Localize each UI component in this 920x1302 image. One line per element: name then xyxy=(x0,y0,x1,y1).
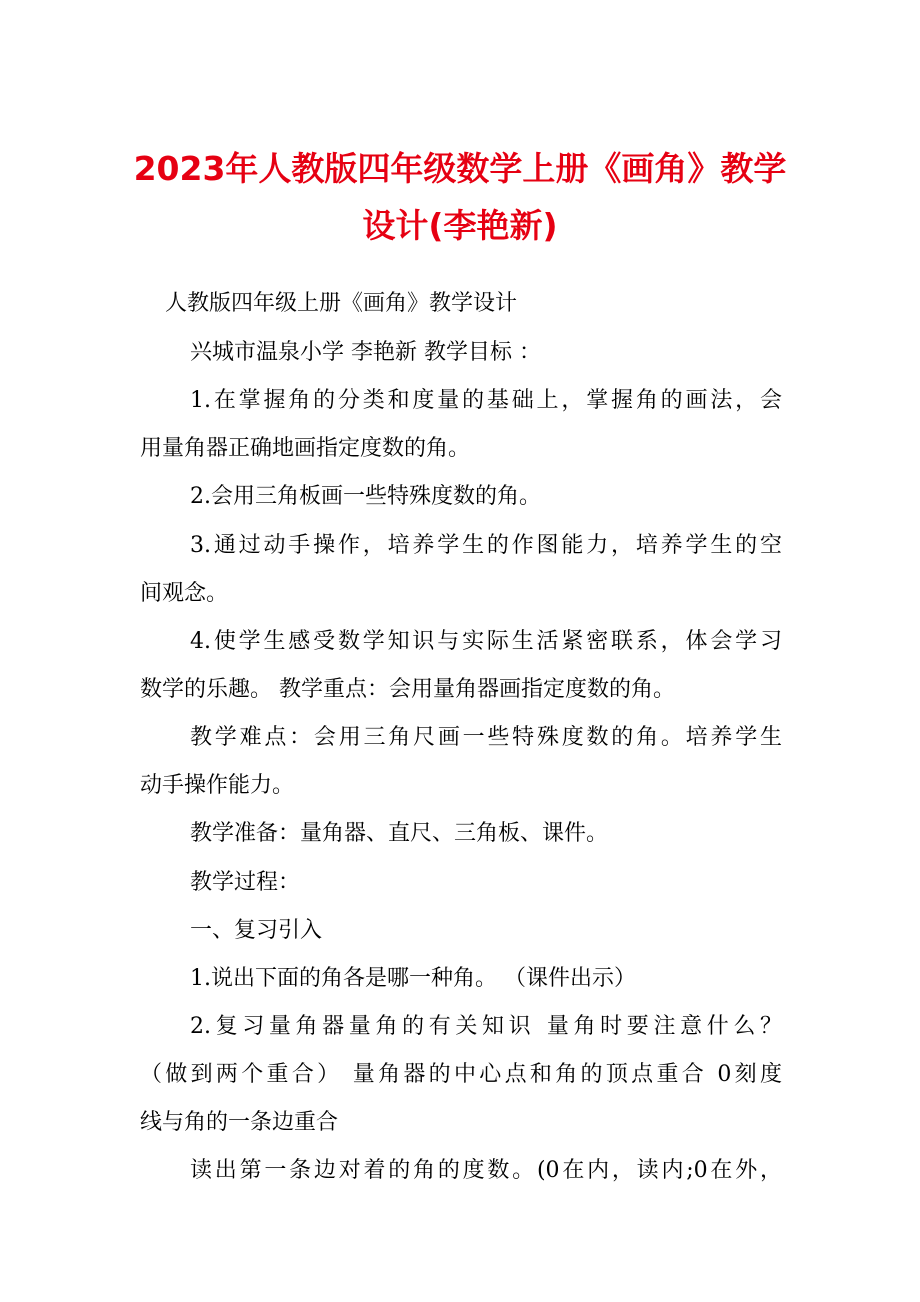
document-title-line-1: 2023年人教版四年级数学上册《画角》教学 xyxy=(133,149,787,188)
subtitle-line: 人教版四年级上册《画角》教学设计 xyxy=(165,291,518,316)
objective-1-line-2: 用量角器正确地画指定度数的角。 xyxy=(140,436,471,461)
objective-4-line-1: 4.使学生感受数学知识与实际生活紧密联系，体会学习 xyxy=(190,629,782,654)
objective-2-line: 2.会用三角板画一些特殊度数的角。 xyxy=(190,484,541,509)
difficulty-line-1: 教学难点：会用三角尺画一些特殊度数的角。培养学生 xyxy=(190,725,782,750)
process-heading: 教学过程： xyxy=(190,870,301,895)
objective-4-line-2: 数学的乐趣。 教学重点：会用量角器画指定度数的角。 xyxy=(140,677,675,702)
document-title-line-2: 设计(李艳新) xyxy=(362,206,558,245)
review-item-1: 1.说出下面的角各是哪一种角。 （课件出示） xyxy=(190,966,636,991)
objective-3-line-2: 间观念。 xyxy=(140,581,229,606)
difficulty-line-2: 动手操作能力。 xyxy=(140,773,295,798)
section-1-heading: 一、复习引入 xyxy=(190,918,323,943)
author-objectives-line: 兴城市温泉小学 李艳新 教学目标 ： xyxy=(190,340,541,365)
preparation-line: 教学准备：量角器、直尺、三角板、课件。 xyxy=(190,821,609,846)
reading-rule-line: 读出第一条边对着的角的度数。(0在内，读内;0在外， xyxy=(190,1158,782,1183)
review-item-2-line-3: 线与角的一条边重合 xyxy=(140,1110,339,1135)
objective-3-line-1: 3.通过动手操作，培养学生的作图能力，培养学生的空 xyxy=(190,533,782,558)
review-item-2-line-1: 2.复习量角器量角的有关知识 量角时要注意什么？ xyxy=(190,1014,782,1039)
objective-1-line-1: 1.在掌握角的分类和度量的基础上，掌握角的画法，会 xyxy=(190,388,782,413)
review-item-2-line-2: （做到两个重合） 量角器的中心点和角的顶点重合 0刻度 xyxy=(140,1062,782,1087)
